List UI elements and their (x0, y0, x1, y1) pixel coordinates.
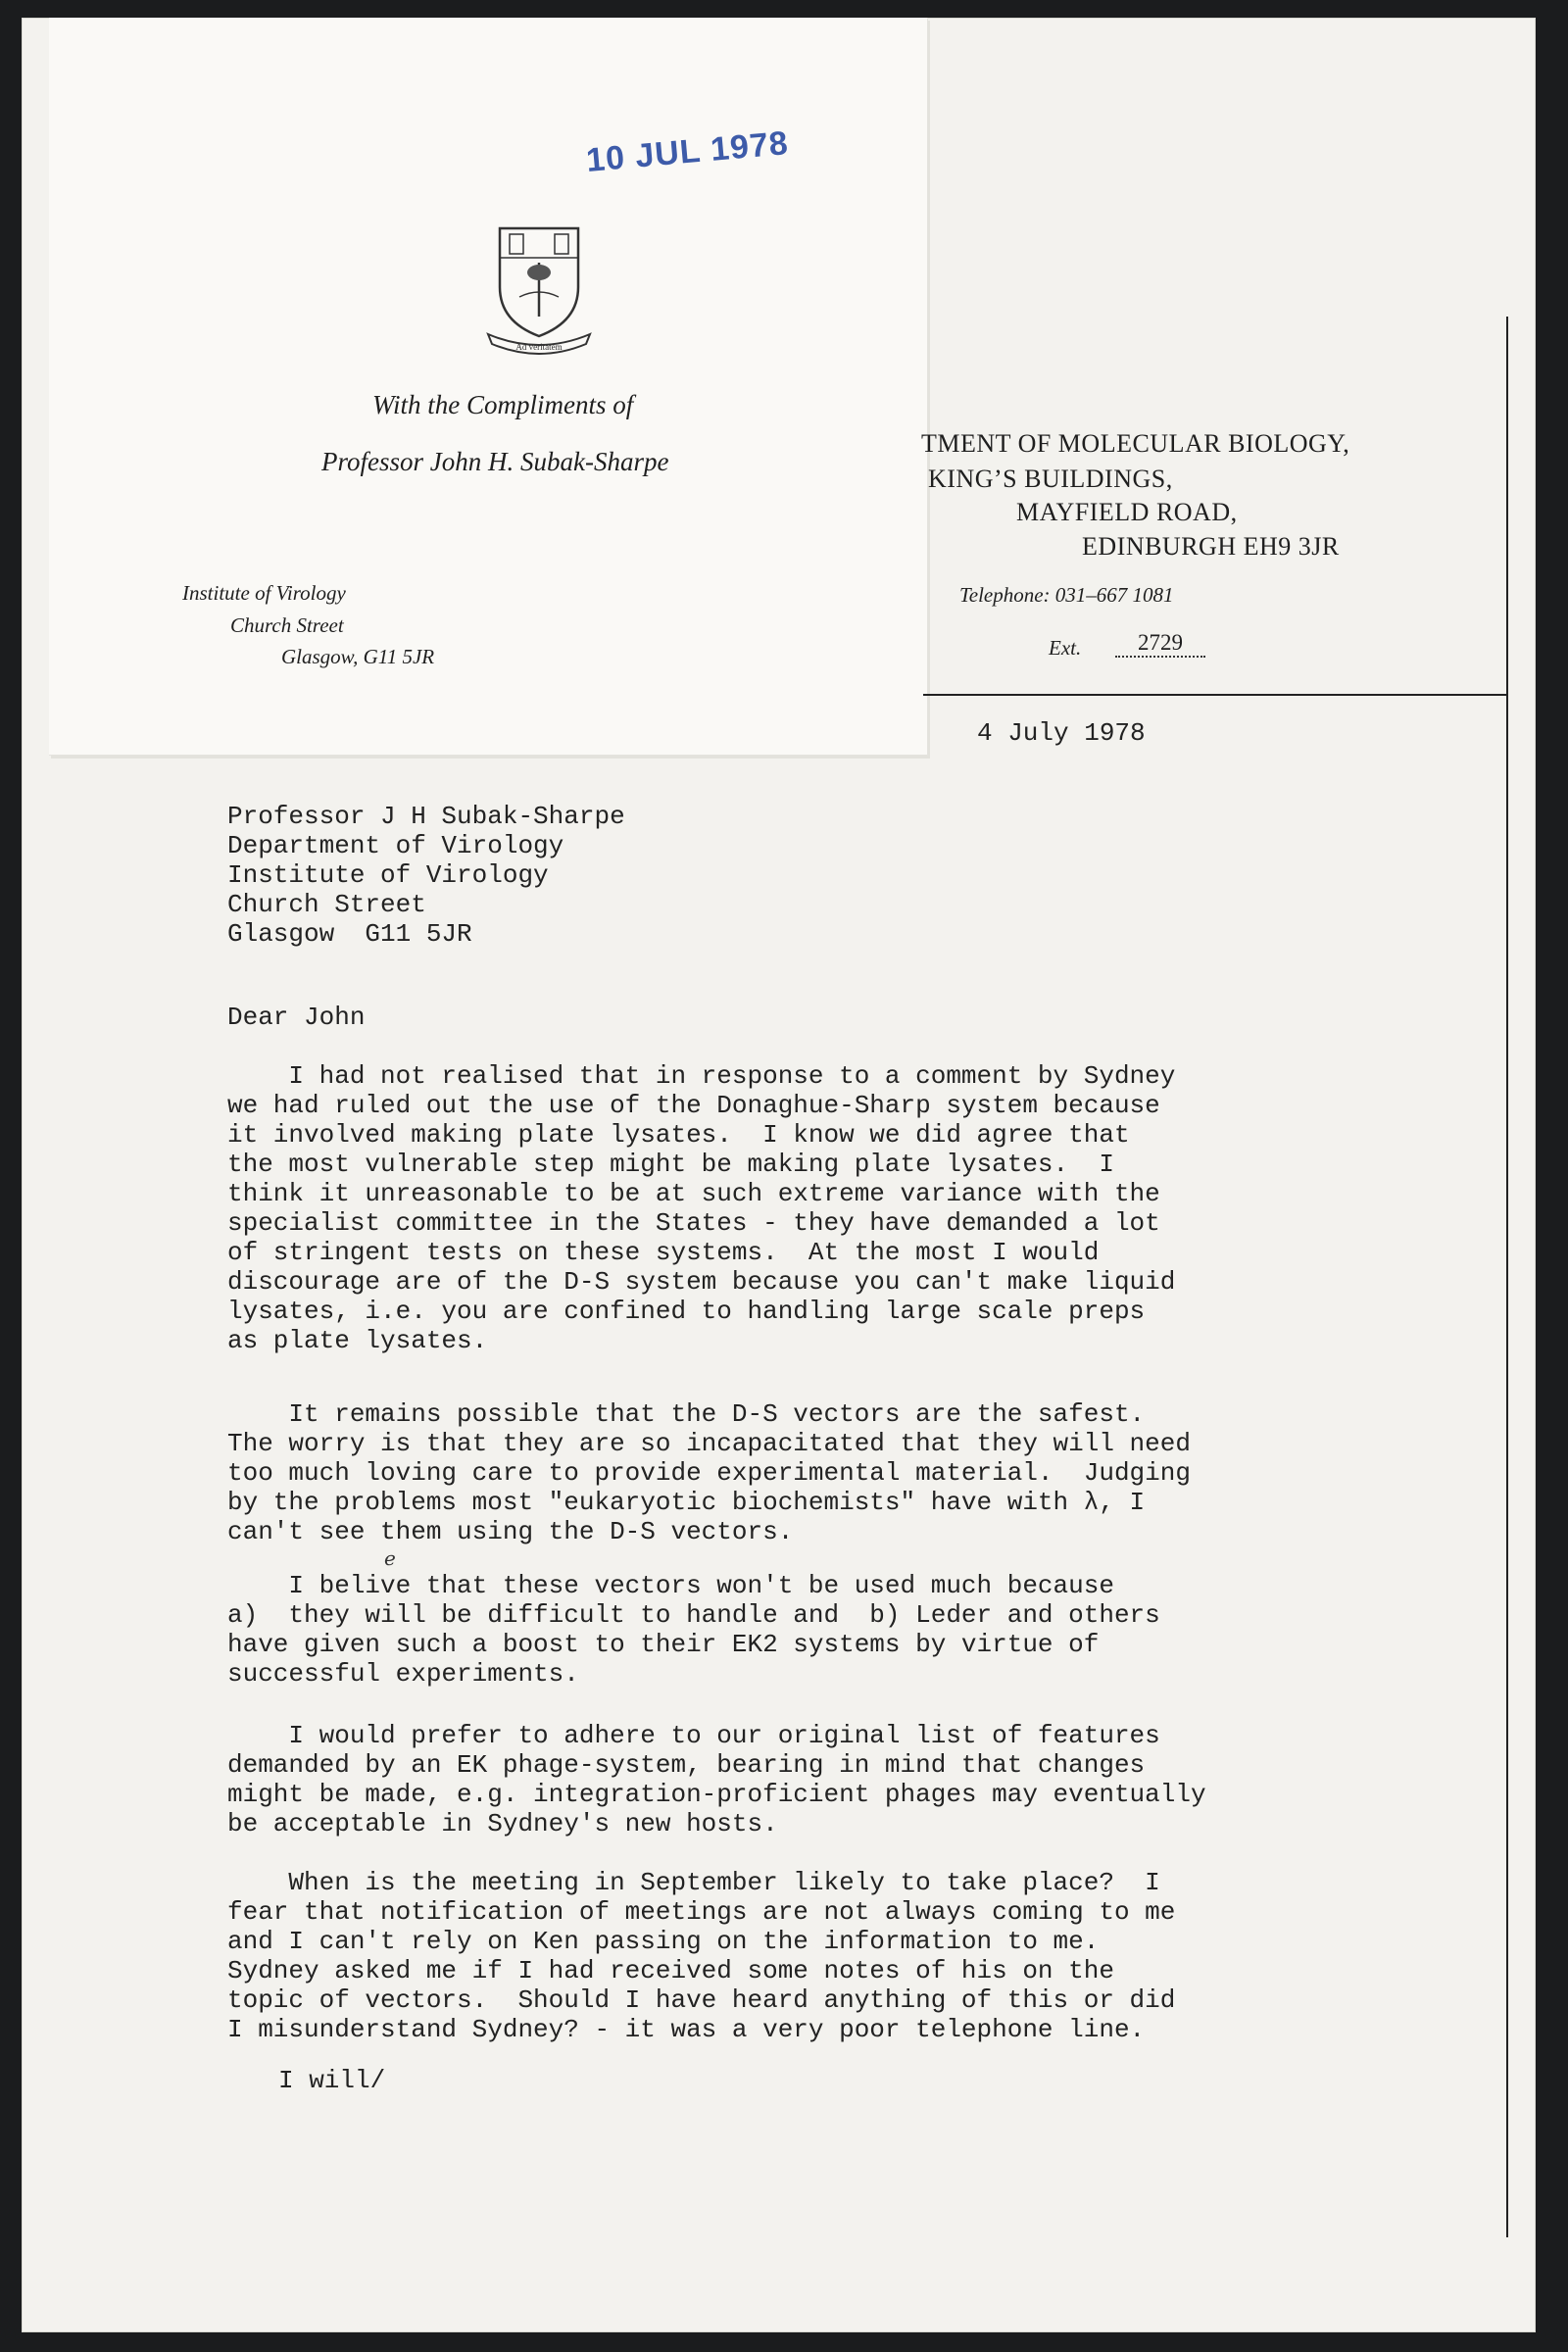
received-date-stamp: 10 JUL 1978 (584, 124, 791, 179)
letterhead-address-line: MAYFIELD ROAD, (1016, 498, 1238, 526)
institute-line: Glasgow, G11 5JR (281, 645, 435, 668)
letterhead-telephone: Telephone: 031–667 1081 (959, 583, 1174, 607)
recipient-line: Department of Virology (227, 831, 564, 860)
letterhead-horizontal-rule (923, 694, 1508, 696)
institute-line: Institute of Virology (182, 581, 346, 605)
recipient-line: Institute of Virology (227, 860, 549, 890)
recipient-line: Church Street (227, 890, 426, 919)
letterhead-ext-value: 2729 (1115, 630, 1205, 658)
compliments-name: Professor John H. Subak-Sharpe (321, 447, 669, 476)
handwritten-correction: e (384, 1546, 396, 1570)
letterhead-ext-label: Ext. (1049, 636, 1082, 660)
letter-paragraph: When is the meeting in September likely to take place? I fear that notification of meetings are not always coming to me and I can't rely on Ken passing on the information to me. Sydney asked me if I had received some notes of his on the topic of vectors. Should I have heard anything of this or did I misunderstand Sydney? - it was a very poor telephone line. (227, 1868, 1176, 2044)
letterhead-address-line: EDINBURGH EH9 3JR (1082, 532, 1340, 561)
crest-motto: Ad veritatem (515, 342, 563, 352)
university-crest-icon (480, 219, 598, 356)
letter-sheet (22, 18, 1536, 2332)
recipient-line: Glasgow G11 5JR (227, 919, 472, 949)
compliments-slip (49, 18, 928, 756)
letter-paragraph: I had not realised that in response to a comment by Sydney we had ruled out the use of the Donaghue-Sharp system because it involved making plate lysates. I know we did agree that the most vulnerable step might be making plate lysates. I think it unreasonable to be at such extreme variance with the specialist committee in the States - they have demanded a lot of stringent tests on these systems. At the most I would discourage are of the D-S system because you can't make liquid lysates, i.e. you are confined to handling large scale preps as plate lysates. (227, 1061, 1176, 1355)
letter-paragraph: It remains possible that the D-S vectors are the safest. The worry is that they are so incapacitated that they will need too much loving care to provide experimental material. Judging by the problems most "eukaryotic biochemists" have with λ, I can't see them using the D-S vectors. (227, 1399, 1191, 1546)
letterhead-department: TMENT OF MOLECULAR BIOLOGY, (921, 429, 1350, 458)
letterhead-address-line: KING’S BUILDINGS, (928, 465, 1173, 493)
letter-date: 4 July 1978 (977, 718, 1146, 748)
letter-paragraph: I belive that these vectors won't be used much because a) they will be difficult to handle and b) Leder and others have given such a boost to their EK2 systems by virtue of successful experiments. (227, 1571, 1160, 1689)
letter-paragraph: I would prefer to adhere to our original list of features demanded by an EK phage-system, bearing in mind that changes might be made, e.g. integration-proficient phages may eventually be acceptable in Sydney's new hosts. (227, 1721, 1206, 1838)
salutation: Dear John (227, 1003, 366, 1032)
continuation-text: I will/ (278, 2066, 386, 2095)
compliments-heading: With the Compliments of (372, 390, 634, 419)
recipient-line: Professor J H Subak-Sharpe (227, 802, 625, 831)
letterhead-vertical-rule (1506, 317, 1508, 2237)
institute-line: Church Street (230, 613, 344, 637)
